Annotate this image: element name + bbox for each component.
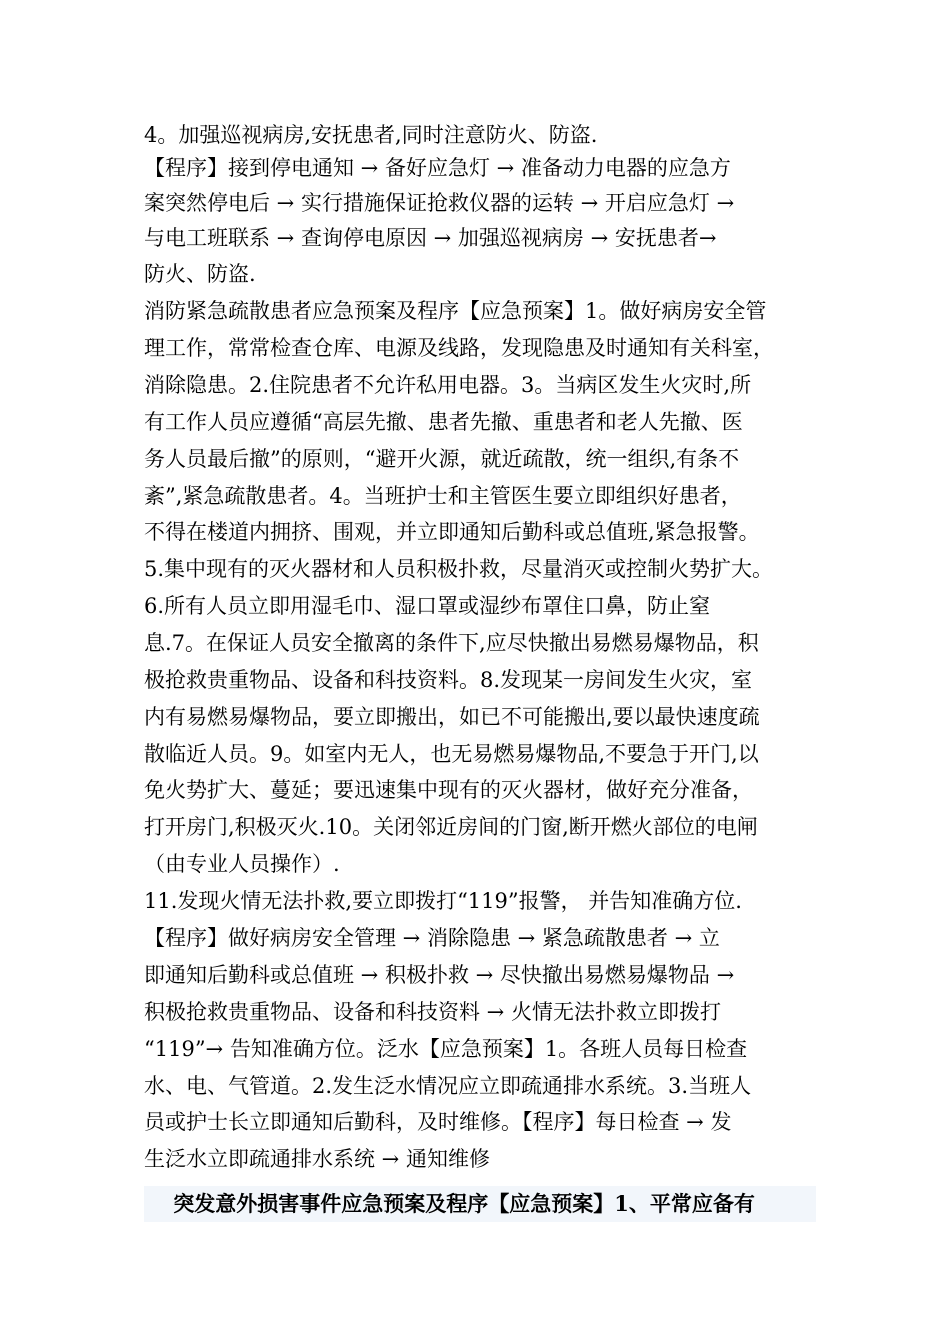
text-line: 散临近人员。9。如室内无人，也无易燃易爆物品,不要急于开门,以 [144, 742, 759, 766]
text-line: 与电工班联系 → 查询停电原因 → 加强巡视病房 → 安抚患者→ [144, 226, 717, 250]
text-line: 【程序】接到停电通知 → 备好应急灯 → 准备动力电器的应急方 [144, 156, 731, 180]
text-line: 不得在楼道内拥挤、围观，并立即通知后勤科或总值班,紧急报警。 [144, 520, 760, 544]
text-line: 务人员最后撤”的原则，“避开火源，就近疏散，统一组织,有条不 [144, 447, 740, 471]
text-line: （由专业人员操作）. [144, 852, 340, 876]
text-line: 员或护士长立即通知后勤科，及时维修。【程序】每日检查 → 发 [144, 1110, 732, 1134]
text-line: 【程序】做好病房安全管理 → 消除隐患 → 紧急疏散患者 → 立 [144, 926, 720, 950]
text-line: 免火势扩大、蔓延；要迅速集中现有的灭火器材，做好充分准备， [144, 778, 753, 802]
text-line: 4。加强巡视病房,安抚患者,同时注意防火、防盗. [144, 123, 598, 147]
text-line: 极抢救贵重物品、设备和科技资料。8.发现某一房间发生火灾，室 [144, 668, 753, 692]
text-line: 消防紧急疏散患者应急预案及程序【应急预案】1。做好病房安全管 [144, 299, 767, 323]
text-line: 6.所有人员立即用湿毛巾、湿口罩或湿纱布罩住口鼻，防止窒 [144, 594, 711, 618]
text-line: 有工作人员应遵循“高层先撤、患者先撤、重患者和老人先撤、医 [144, 410, 743, 434]
section-heading-line: 突发意外损害事件应急预案及程序【应急预案】1、平常应备有 [144, 1186, 816, 1222]
text-line: 理工作，常常检查仓库、电源及线路，发现隐患及时通知有关科室， [144, 336, 774, 360]
text-line: 防火、防盗. [144, 262, 256, 286]
text-line: 息.7。在保证人员安全撤离的条件下,应尽快撤出易燃易爆物品，积 [144, 631, 759, 655]
text-line: 积极抢救贵重物品、设备和科技资料 → 火情无法扑救立即拨打 [144, 1000, 721, 1024]
text-line: 水、电、气管道。2.发生泛水情况应立即疏通排水系统。3.当班人 [144, 1074, 752, 1098]
text-line: “119”→ 告知准确方位。泛水【应急预案】1。各班人员每日检查 [144, 1037, 748, 1061]
text-line: 案突然停电后 → 实行措施保证抢救仪器的运转 → 开启应急灯 → [144, 191, 735, 215]
text-line: 生泛水立即疏通排水系统 → 通知维修 [144, 1147, 490, 1171]
text-line: 11.发现火情无法扑救,要立即拨打“119”报警， 并告知准确方位. [144, 889, 742, 913]
text-line: 打开房门,积极灭火.10。关闭邻近房间的门窗,断开燃火部位的电闸 [144, 815, 758, 839]
text-line: 5.集中现有的灭火器材和人员积极扑救，尽量消灭或控制火势扩大。 [144, 557, 774, 581]
text-line: 消除隐患。2.住院患者不允许私用电器。3。当病区发生火灾时,所 [144, 373, 752, 397]
text-line: 内有易燃易爆物品，要立即搬出，如已不可能搬出,要以最快速度疏 [144, 705, 760, 729]
text-line: 即通知后勤科或总值班 → 积极扑救 → 尽快撤出易燃易爆物品 → [144, 963, 735, 987]
text-line: 紊”,紧急疏散患者。4。当班护士和主管医生要立即组织好患者， [144, 484, 742, 508]
